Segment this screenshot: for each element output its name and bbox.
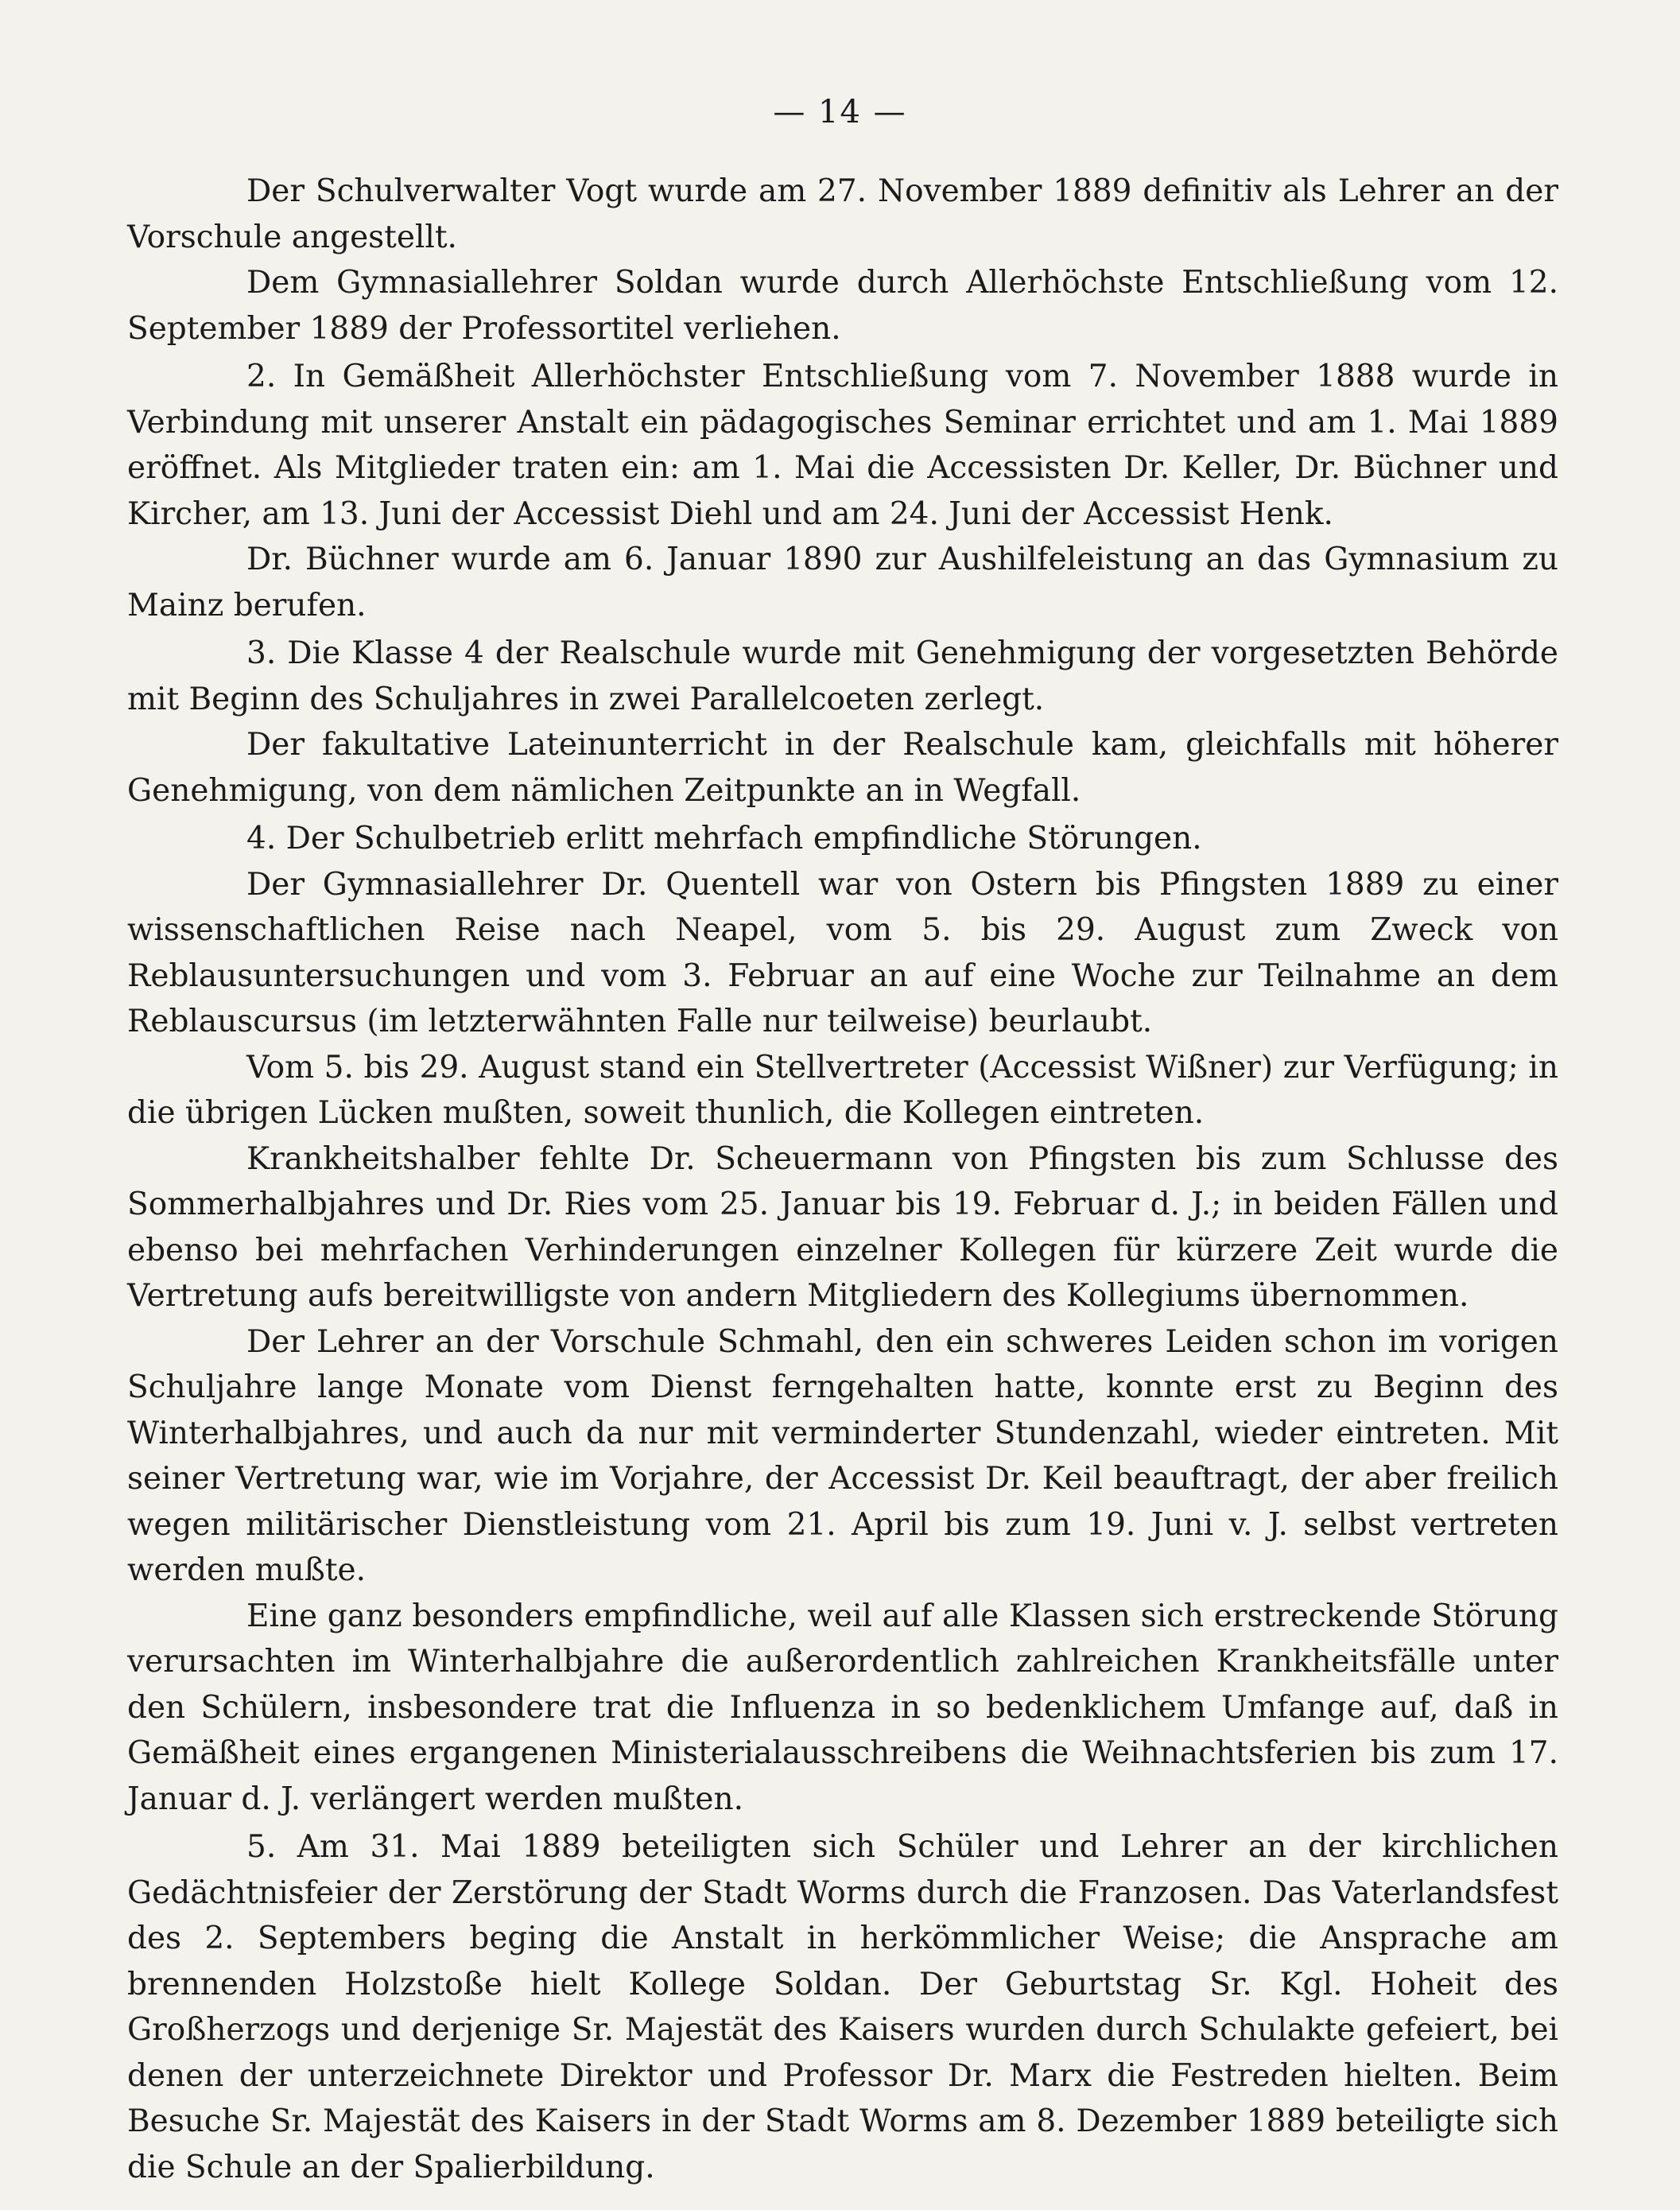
paragraph-stoerungen: 4. Der Schulbetrieb erlitt mehrfach empfindliche Störungen. — [246, 821, 1202, 856]
paragraph-influenza: Eine ganz besonders empfindliche, weil auf alle Klassen sich erstreckende Störung verursachten im Winterhalbjahre die außerordentlich zahlreichen Krankheitsfälle unter den Schülern, insbesondere trat die Influenza in so bedenklichem Umfange auf, daß in Gemäßheit eines ergangenen Ministerialausschreibens die Weihnachtsferien bis zum 17. Januar d. J. verlängert werden mußten. — [127, 1598, 1558, 1817]
paragraph-realschule: 3. Die Klasse 4 der Realschule wurde mit Genehmigung der vorgesetzten Behörde mit Beginn des Schuljahres in zwei Parallelcoeten zerlegt. — [127, 635, 1558, 717]
paragraph-seminar: 2. In Gemäßheit Allerhöchster Entschließung vom 7. November 1888 wurde in Verbindung mit unserer Anstalt ein pädagogisches Seminar errichtet und am 1. Mai 1889 eröffnet. Als Mitglieder traten ein: am 1. Mai die Accessisten Dr. Keller, Dr. Büchner und Kircher, am 13. Juni der Accessist Diehl und am 24. Juni der Accessist Henk. — [127, 359, 1558, 532]
paragraph-buechner: Dr. Büchner wurde am 6. Januar 1890 zur Aushilfeleistung an das Gymnasium zu Mainz berufen. — [127, 542, 1558, 623]
paragraph-schmahl: Der Lehrer an der Vorschule Schmahl, den ein schweres Leiden schon im vorigen Schuljahre lange Monate vom Dienst ferngehalten hatte, konnte erst zu Beginn des Winterhalbjahres, und auch da nur mit verminderter Stundenzahl, wieder eintreten. Mit seiner Vertretung war, wie im Vorjahre, der Accessist Dr. Keil beauftragt, der aber freilich wegen militärischer Dienstleistung vom 21. April bis zum 19. Juni v. J. selbst vertreten werden mußte. — [127, 1323, 1558, 1588]
paragraph-latein: Der fakultative Lateinunterricht in der Realschule kam, gleichfalls mit höherer Genehmigung, von dem nämlichen Zeitpunkte an in Wegfall. — [127, 727, 1558, 809]
paragraph-vogt: Der Schulverwalter Vogt wurde am 27. November 1889 definitiv als Lehrer an der Vorschule angestellt. — [127, 173, 1558, 255]
page-number: — 14 — — [773, 94, 907, 130]
paragraph-quentell: Der Gymnasiallehrer Dr. Quentell war von Ostern bis Pfingsten 1889 zu einer wissenschaftlichen Reise nach Neapel, vom 5. bis 29. August zum Zweck von Reblausuntersuchungen und vom 3. Februar an auf eine Woche zur Teilnahme an dem Reblauscursus (im letzterwähnten Falle nur teilweise) beurlaubt. — [127, 866, 1558, 1039]
paragraph-stellvertreter: Vom 5. bis 29. August stand ein Stellvertreter (Accessist Wißner) zur Verfügung; in die übrigen Lücken mußten, soweit thunlich, die Kollegen eintreten. — [127, 1049, 1558, 1131]
body-text — [127, 169, 1558, 2190]
paragraph-feiern: 5. Am 31. Mai 1889 beteiligten sich Schüler und Lehrer an der kirchlichen Gedächtnisfeier der Zerstörung der Stadt Worms durch die Franzosen. Das Vaterlandsfest des 2. Septembers beging die Anstalt in herkömmlicher Weise; die Ansprache am brennenden Holzstoße hielt Kollege Soldan. Der Geburtstag Sr. Kgl. Hoheit des Großherzogs und derjenige Sr. Majestät des Kaisers wurden durch Schulakte gefeiert, bei denen der unterzeichnete Direktor und Professor Dr. Marx die Festreden hielten. Beim Besuche Sr. Majestät des Kaisers in der Stadt Worms am 8. Dezember 1889 beteiligte sich die Schule an der Spalierbildung. — [127, 1829, 1558, 2185]
paragraph-krankheit: Krankheitshalber fehlte Dr. Scheuermann von Pfingsten bis zum Schlusse des Sommerhalbjahres und Dr. Ries vom 25. Januar bis 19. Februar d. J.; in beiden Fällen und ebenso bei mehrfachen Verhinderungen einzelner Kollegen für kürzere Zeit wurde die Vertretung aufs bereitwilligste von andern Mitgliedern des Kollegiums übernommen. — [127, 1140, 1558, 1314]
paragraph-soldan: Dem Gymnasiallehrer Soldan wurde durch Allerhöchste Entschließung vom 12. September 1889 der Professortitel verliehen. — [127, 265, 1558, 347]
